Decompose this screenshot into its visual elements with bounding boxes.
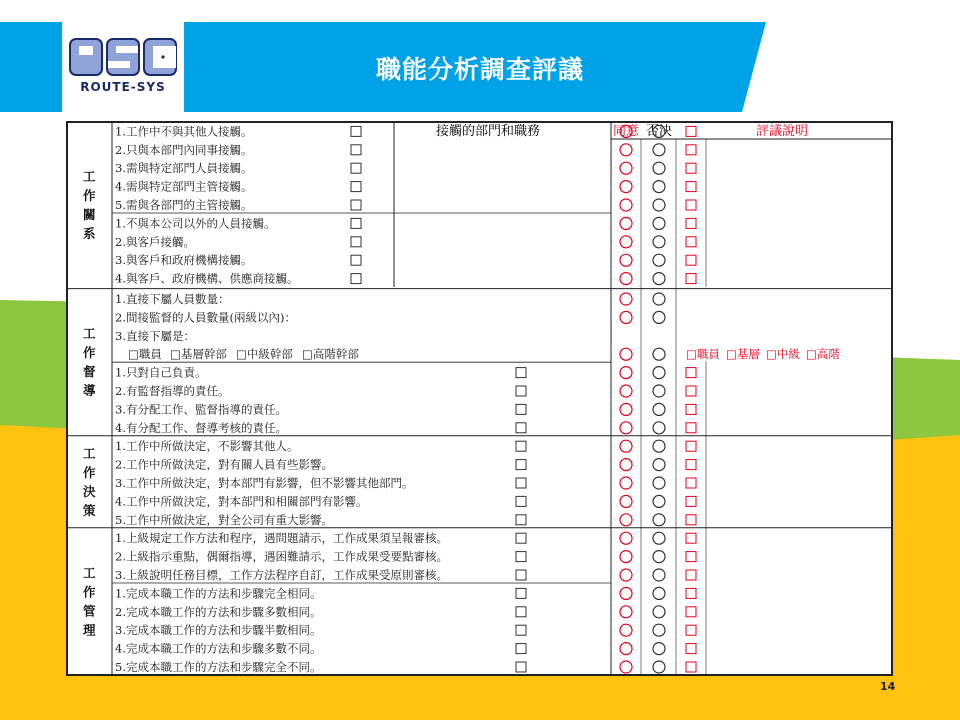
criterion-text: 1.不與本公司以外的人員接觸。: [115, 216, 276, 231]
agree-circle[interactable]: [620, 293, 632, 305]
comment-checkbox[interactable]: [686, 404, 696, 414]
criterion-checkbox[interactable]: [351, 163, 361, 173]
agree-circle[interactable]: [620, 254, 632, 266]
agree-circle[interactable]: [620, 587, 632, 599]
criterion-text: 1.只對自己負責。: [115, 365, 207, 380]
comment-checkbox[interactable]: [686, 200, 696, 210]
section-label-char: 工: [83, 168, 96, 184]
agree-circle[interactable]: [620, 477, 632, 489]
page-title: 職能分析調查評議: [375, 55, 584, 84]
criterion-checkbox[interactable]: [516, 588, 526, 598]
agree-circle[interactable]: [620, 514, 632, 526]
criterion-checkbox[interactable]: [516, 570, 526, 580]
agree-circle[interactable]: [620, 367, 632, 379]
agree-circle[interactable]: [620, 181, 632, 193]
criterion-text: 2.工作中所做決定，對有關人員有些影響。: [115, 457, 333, 472]
criterion-text: 1.直接下屬人員數量：: [115, 292, 230, 306]
criterion-text: 2.間接監督的人員數量(兩級以內)：: [115, 310, 296, 325]
section-label-char: 管: [83, 603, 96, 619]
veto-circle[interactable]: [653, 606, 665, 618]
section-label-char: 作: [83, 187, 96, 203]
criterion-text: 4.完成本職工作的方法和步驟多數不同。: [115, 641, 322, 656]
agree-circle[interactable]: [620, 422, 632, 434]
comment-checkbox[interactable]: [686, 644, 696, 654]
comment-checkbox[interactable]: [686, 625, 696, 635]
criterion-text: 4.工作中所做決定，對本部門和相關部門有影響。: [115, 494, 368, 509]
criterion-checkbox[interactable]: [516, 552, 526, 562]
criterion-text: 5.完成本職工作的方法和步驟完全不同。: [115, 660, 322, 674]
agree-circle[interactable]: [620, 459, 632, 471]
section-label-char: 策: [83, 502, 96, 518]
criterion-text: 1.上級規定工作方法和程序，遇問題請示，工作成果須呈報審核。: [115, 531, 448, 546]
agree-circle[interactable]: [620, 144, 632, 156]
comment-checkbox[interactable]: [686, 515, 696, 525]
comment-level-option: □職員: [686, 347, 720, 362]
veto-circle[interactable]: [653, 661, 665, 673]
criterion-text: 3.完成本職工作的方法和步驟半數相同。: [115, 623, 322, 638]
veto-circle[interactable]: [653, 569, 665, 581]
agree-circle[interactable]: [620, 403, 632, 415]
section-label-char: 工: [83, 565, 96, 581]
criterion-text: 2.有監督指導的責任。: [115, 384, 230, 398]
criterion-text: 3.上級說明任務目標，工作方法程序自訂，工作成果受原則審核。: [115, 568, 448, 582]
comment-level-option: □高階: [806, 347, 840, 362]
comment-checkbox[interactable]: [686, 552, 696, 562]
agree-circle[interactable]: [620, 440, 632, 452]
agree-circle[interactable]: [620, 532, 632, 544]
agree-circle[interactable]: [620, 162, 632, 174]
criterion-checkbox[interactable]: [516, 533, 526, 543]
agree-circle[interactable]: [620, 217, 632, 229]
comment-checkbox[interactable]: [686, 423, 696, 433]
comment-checkbox[interactable]: [686, 163, 696, 173]
criterion-text: 2.只與本部門內同事接觸。: [115, 142, 253, 157]
veto-circle[interactable]: [653, 199, 665, 211]
section-label-char: 工: [83, 445, 96, 461]
section-label-char: 作: [83, 345, 96, 361]
veto-circle[interactable]: [653, 367, 665, 379]
criterion-text: 1.工作中不與其他人接觸。: [115, 124, 253, 139]
criterion-text: 2.上級指示重點，偶爾指導，遇困難請示，工作成果受要點審核。: [115, 549, 448, 564]
section-label-char: 督: [83, 364, 96, 380]
header-veto: 否決: [646, 124, 673, 139]
header-comment: 評議說明: [756, 124, 809, 139]
criterion-checkbox[interactable]: [516, 460, 526, 470]
veto-circle[interactable]: [653, 514, 665, 526]
criterion-text: 2.與客戶接觸。: [115, 234, 195, 249]
comment-checkbox[interactable]: [686, 274, 696, 284]
veto-circle[interactable]: [653, 236, 665, 248]
comment-checkbox[interactable]: [686, 496, 696, 506]
criterion-checkbox[interactable]: [351, 255, 361, 265]
criterion-text: 4.需與特定部門主管接觸。: [115, 179, 253, 194]
level-option: □高階幹部: [302, 347, 359, 362]
section-label-char: 關: [83, 206, 96, 222]
comment-checkbox[interactable]: [686, 588, 696, 598]
criterion-checkbox[interactable]: [516, 607, 526, 617]
agree-circle[interactable]: [620, 236, 632, 248]
criterion-checkbox[interactable]: [351, 237, 361, 247]
veto-circle[interactable]: [653, 643, 665, 655]
comment-checkbox[interactable]: [686, 255, 696, 265]
criterion-checkbox[interactable]: [351, 200, 361, 210]
comment-checkbox[interactable]: [686, 607, 696, 617]
section-label-char: 導: [83, 383, 96, 399]
section-label-char: 作: [83, 464, 96, 480]
section-label-char: 作: [83, 584, 96, 600]
evaluation-table: [66, 121, 893, 676]
criterion-checkbox[interactable]: [351, 274, 361, 284]
criterion-text: 3.直接下屬是：: [115, 328, 195, 343]
comment-checkbox[interactable]: [686, 145, 696, 155]
criterion-text: 3.需與特定部門人員接觸。: [115, 161, 253, 176]
criterion-text: 3.與客戶和政府機構接觸。: [115, 253, 253, 268]
agree-circle[interactable]: [620, 311, 632, 323]
comment-checkbox[interactable]: [686, 237, 696, 247]
criterion-checkbox[interactable]: [351, 145, 361, 155]
section-label-char: 工: [83, 326, 96, 342]
veto-circle[interactable]: [653, 348, 665, 360]
comment-checkbox[interactable]: [686, 126, 696, 136]
section-label-char: 決: [83, 483, 96, 499]
level-option: □基層幹部: [170, 347, 227, 362]
evaluation-form: [66, 121, 893, 676]
agree-circle[interactable]: [620, 661, 632, 673]
comment-checkbox[interactable]: [686, 460, 696, 470]
criterion-text: 4.有分配工作、督導考核的責任。: [115, 420, 287, 435]
section-label-char: 系: [83, 225, 96, 241]
veto-circle[interactable]: [653, 162, 665, 174]
criterion-checkbox[interactable]: [516, 386, 526, 396]
level-option: □中級幹部: [236, 347, 293, 362]
criterion-text: 3.有分配工作、監督指導的責任。: [115, 402, 287, 417]
veto-circle[interactable]: [653, 217, 665, 229]
agree-circle[interactable]: [620, 199, 632, 211]
veto-circle[interactable]: [653, 440, 665, 452]
header-contact: 接觸的部門和職務: [436, 124, 541, 139]
criterion-text: 4.與客戶、政府機構、供應商接觸。: [115, 271, 299, 286]
veto-circle[interactable]: [653, 422, 665, 434]
comment-checkbox[interactable]: [686, 368, 696, 378]
comment-checkbox[interactable]: [686, 533, 696, 543]
agree-circle[interactable]: [620, 273, 632, 285]
comment-checkbox[interactable]: [686, 570, 696, 580]
comment-checkbox[interactable]: [686, 386, 696, 396]
criterion-text: 1.工作中所做決定，不影響其他人。: [115, 439, 299, 454]
agree-circle[interactable]: [620, 624, 632, 636]
criterion-text: 5.需與各部門的主管接觸。: [115, 198, 253, 212]
criterion-checkbox[interactable]: [516, 441, 526, 451]
veto-circle[interactable]: [653, 587, 665, 599]
level-option: □職員: [128, 347, 162, 362]
comment-checkbox[interactable]: [686, 218, 696, 228]
criterion-checkbox[interactable]: [351, 218, 361, 228]
comment-checkbox[interactable]: [686, 182, 696, 192]
page-number: 14: [880, 680, 896, 693]
criterion-checkbox[interactable]: [516, 368, 526, 378]
logo-mark: [68, 37, 178, 79]
veto-circle[interactable]: [653, 144, 665, 156]
agree-circle[interactable]: [620, 569, 632, 581]
criterion-checkbox[interactable]: [351, 182, 361, 192]
agree-circle[interactable]: [620, 495, 632, 507]
criterion-checkbox[interactable]: [516, 404, 526, 414]
company-logo: [62, 22, 184, 112]
criterion-text: 5.工作中所做決定，對全公司有重大影響。: [115, 512, 333, 527]
comment-checkbox[interactable]: [686, 441, 696, 451]
criterion-checkbox[interactable]: [516, 625, 526, 635]
agree-circle[interactable]: [620, 385, 632, 397]
veto-circle[interactable]: [653, 181, 665, 193]
comment-checkbox[interactable]: [686, 478, 696, 488]
criterion-checkbox[interactable]: [516, 662, 526, 672]
veto-circle[interactable]: [653, 403, 665, 415]
criterion-checkbox[interactable]: [516, 423, 526, 433]
criterion-checkbox[interactable]: [516, 496, 526, 506]
criterion-checkbox[interactable]: [516, 515, 526, 525]
veto-circle[interactable]: [653, 532, 665, 544]
veto-circle[interactable]: [653, 551, 665, 563]
agree-circle[interactable]: [620, 551, 632, 563]
veto-circle[interactable]: [653, 254, 665, 266]
section-label-char: 理: [83, 622, 96, 638]
veto-circle[interactable]: [653, 293, 665, 305]
logo-text: ROUTE-SYS: [80, 80, 166, 94]
veto-circle[interactable]: [653, 273, 665, 285]
header-agree: 同意: [613, 124, 640, 139]
criterion-checkbox[interactable]: [516, 478, 526, 488]
criterion-text: 3.工作中所做決定，對本部門有影響，但不影響其他部門。: [115, 476, 414, 490]
veto-circle[interactable]: [653, 311, 665, 323]
veto-circle[interactable]: [653, 477, 665, 489]
comment-checkbox[interactable]: [686, 662, 696, 672]
criterion-checkbox[interactable]: [516, 644, 526, 654]
comment-level-option: □中級: [766, 347, 800, 362]
veto-circle[interactable]: [653, 495, 665, 507]
agree-circle[interactable]: [620, 348, 632, 360]
criterion-checkbox[interactable]: [351, 126, 361, 136]
veto-circle[interactable]: [653, 385, 665, 397]
criterion-text: 1.完成本職工作的方法和步驟完全相同。: [115, 586, 322, 601]
agree-circle[interactable]: [620, 606, 632, 618]
agree-circle[interactable]: [620, 643, 632, 655]
veto-circle[interactable]: [653, 459, 665, 471]
comment-level-option: □基層: [726, 347, 760, 362]
criterion-text: 2.完成本職工作的方法和步驟多數相同。: [115, 604, 322, 619]
veto-circle[interactable]: [653, 624, 665, 636]
